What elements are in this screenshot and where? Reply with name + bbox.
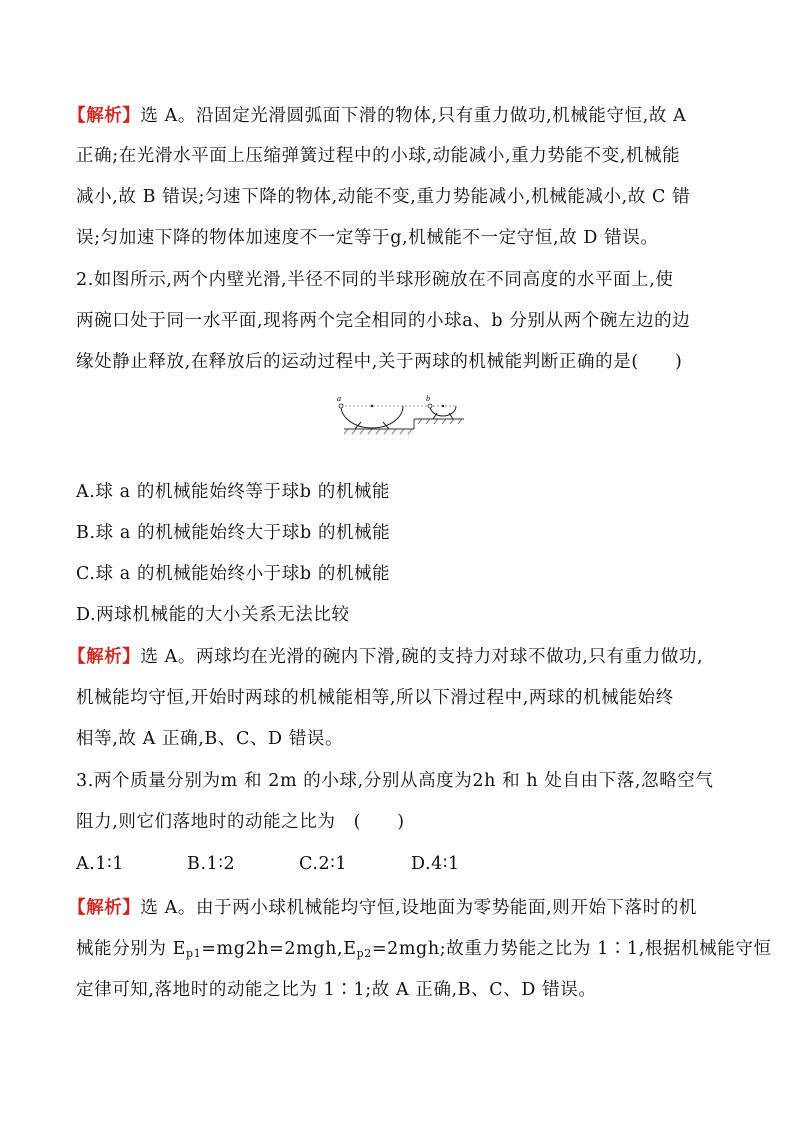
ball-a-label: a: [337, 394, 341, 403]
question-3-line-1: 3.两个质量分别为m 和 2m 的小球,分别从高度为2h 和 h 处自由下落,忽略空气: [76, 771, 714, 791]
ball-b-label: b: [426, 394, 430, 403]
option-a: A.1∶1: [76, 854, 125, 874]
analysis-2-line-2: 机械能均守恒,开始时两球的机械能相等,所以下滑过程中,两球的机械能始终: [76, 688, 674, 708]
option-d: D.4∶1: [411, 854, 460, 874]
option-c: C.2∶1: [299, 854, 348, 874]
analysis-tag: 【解析】: [68, 647, 141, 667]
option-b: B.1∶2: [187, 854, 236, 874]
analysis-3-line-1: 【解析】选 A。由于两小球机械能均守恒,设地面为零势能面,则开始下落时的机: [68, 898, 698, 918]
option-a: A.球 a 的机械能始终等于球b 的机械能: [76, 482, 391, 502]
question-2-line-1: 2.如图所示,两个内壁光滑,半径不同的半球形碗放在不同高度的水平面上,使: [76, 270, 674, 290]
analysis-1-line-1: 【解析】选 A。沿固定光滑圆弧面下滑的物体,只有重力做功,机械能守恒,故 A: [68, 106, 687, 126]
analysis-2-line-3: 相等,故 A 正确,B、C、D 错误。: [76, 729, 344, 749]
option-c: C.球 a 的机械能始终小于球b 的机械能: [76, 564, 391, 584]
analysis-3-line-3: 定律可知,落地时的动能之比为 1∶1;故 A 正确,B、C、D 错误。: [76, 980, 597, 1000]
question-2-line-2: 两碗口处于同一水平面,现将两个完全相同的小球a、b 分别从两个碗左边的边: [76, 311, 691, 331]
option-d: D.两球机械能的大小关系无法比较: [76, 605, 350, 625]
analysis-1-line-4: 误;匀加速下降的物体加速度不一定等于g,机械能不一定守恒,故 D 错误。: [76, 228, 659, 248]
analysis-tag: 【解析】: [68, 106, 141, 126]
analysis-2-line-1: 【解析】选 A。两球均在光滑的碗内下滑,碗的支持力对球不做功,只有重力做功,: [68, 647, 704, 667]
analysis-1-line-3: 减小,故 B 错误;匀速下降的物体,动能不变,重力势能减小,机械能减小,故 C 错: [76, 187, 691, 207]
question-2-line-3: 缘处静止释放,在释放后的运动过程中,关于两球的机械能判断正确的是( ): [76, 352, 683, 372]
bowls-figure: [330, 390, 470, 436]
analysis-tag: 【解析】: [68, 898, 141, 918]
analysis-3-line-2: 械能分别为 $E_{p1}=mg2h=2mgh,E_{p2}=2mgh$;故重力势能之比为 1∶1,根据机械能守恒: [76, 939, 772, 960]
option-b: B.球 a 的机械能始终大于球b 的机械能: [76, 523, 391, 543]
analysis-1-line-2: 正确;在光滑水平面上压缩弹簧过程中的小球,动能减小,重力势能不变,机械能: [76, 146, 681, 166]
question-3-line-2: 阻力,则它们落地时的动能之比为 ( ): [76, 812, 405, 832]
